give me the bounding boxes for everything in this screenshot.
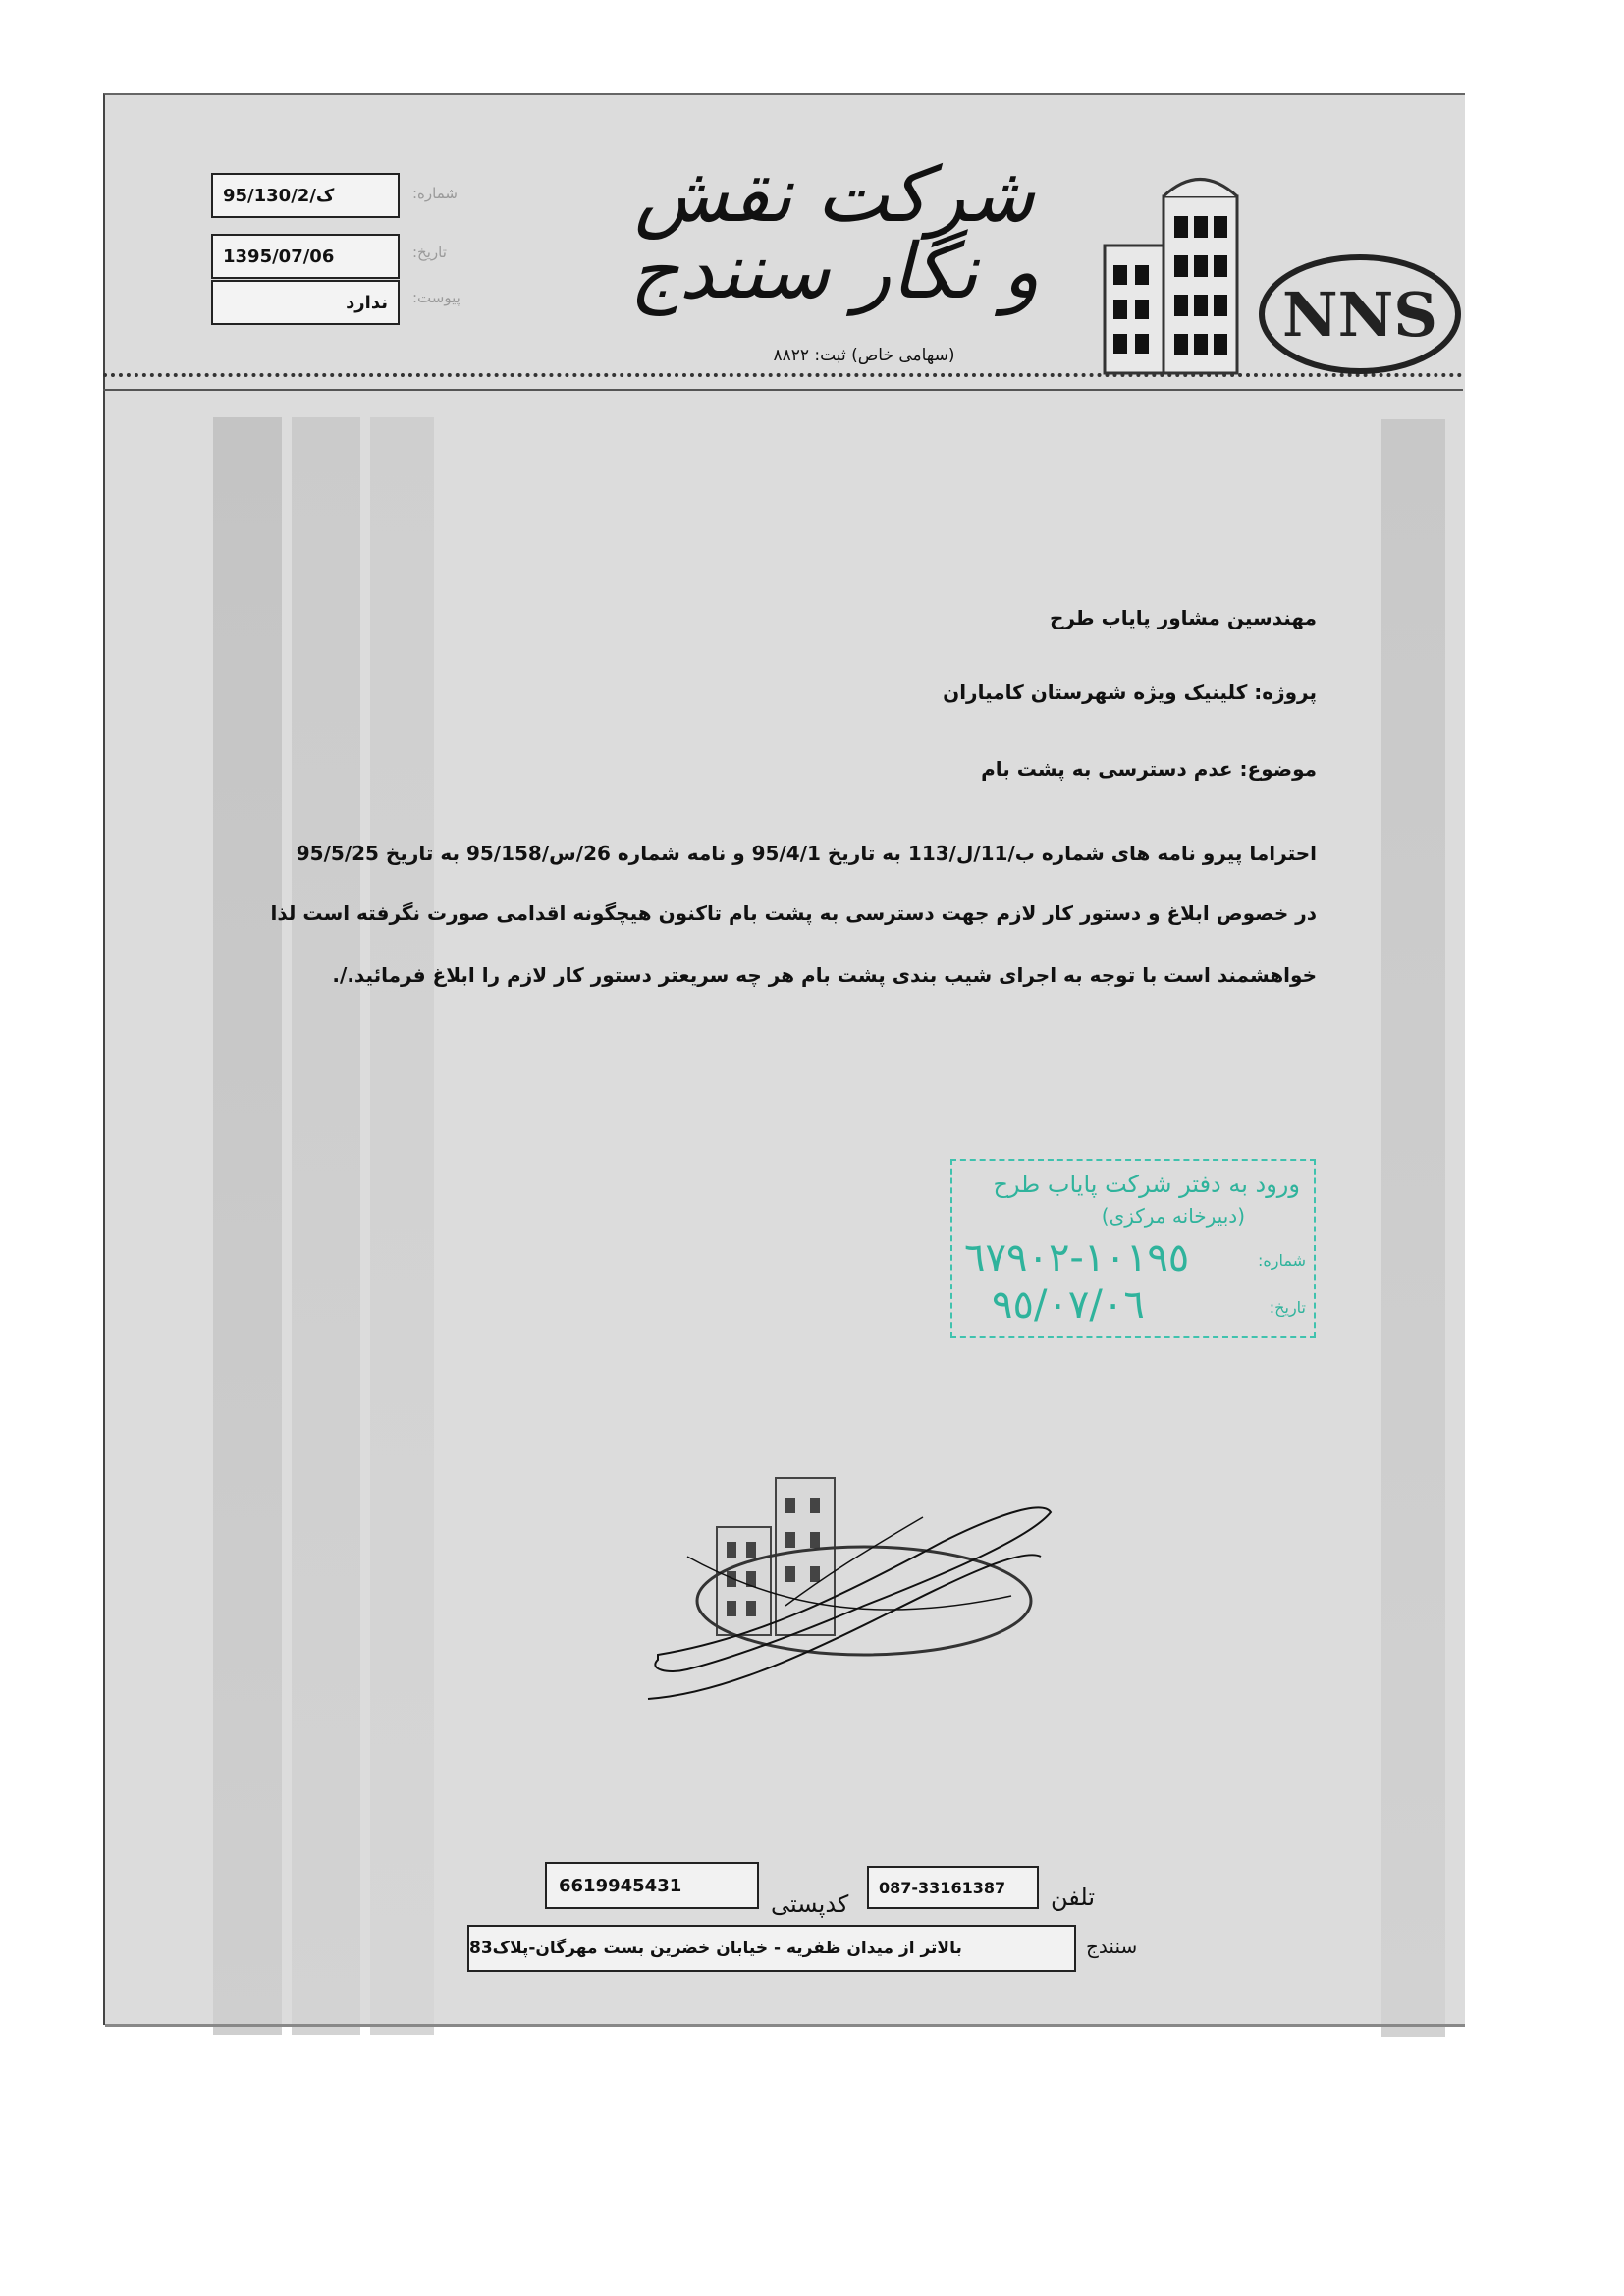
body-line: در خصوص ابلاغ و دستور کار لازم جهت دسترسی به پشت بام تاکنون هیچگونه اقدامی صورت نگرفته است لذا [270, 902, 1317, 925]
subject-line: موضوع: عدم دسترسی به پشت بام [981, 757, 1317, 781]
letter-attachment: ندارد [211, 280, 400, 325]
letter-date-label: تاریخ: [412, 244, 447, 261]
letter-attachment-label: پیوست: [412, 289, 460, 306]
address-box [467, 1925, 1076, 1972]
decor-column [292, 417, 360, 2035]
receipt-stamp [950, 1159, 1316, 1338]
stamp-date: ٩٥/٠٧/٠٦ [992, 1283, 1145, 1328]
recipient: مهندسین مشاور پایاب طرح [1049, 606, 1317, 629]
stamp-subtitle: (دبیرخانه مرکزی) [1101, 1204, 1245, 1228]
body-line: احتراما پیرو نامه های شماره ب/11/ل/113 به تاریخ 95/4/1 و نامه شماره 26/س/95/158 به تاریخ 95/5/25 [296, 842, 1317, 865]
stamp-number: ١٠١٩٥-٦٧٩٠٢ [964, 1235, 1190, 1281]
body-line: خواهشمند است با توجه به اجرای شیب بندی پشت بام هر چه سریعتر دستور کار لازم را ابلاغ فرمائید./. [332, 963, 1317, 987]
postal-code-label: کدپستی [771, 1890, 849, 1918]
stamp-number-label: شماره: [1257, 1251, 1306, 1270]
address-text: بالاتر از میدان ظفریه - خیابان خضرین بست مهرگان-پلاک83 [469, 1939, 962, 1958]
letter-date: 1395/07/06 [211, 234, 400, 279]
project-line: پروژه: کلینیک ویژه شهرستان کامیاران [943, 681, 1317, 704]
stamp-title: ورود به دفتر شرکت پایاب طرح [993, 1171, 1300, 1198]
company-name: شرکت نقش و نگار سنندج [629, 151, 1040, 316]
decor-column [370, 417, 434, 2035]
phone-number: 087-33161387 [867, 1866, 1039, 1909]
company-registration: (سهامی خاص) ثبت: ۸۸۲۲ [773, 346, 955, 365]
signature-seal [628, 1458, 1060, 1723]
decor-column [1381, 419, 1445, 2037]
letter-number-label: شماره: [412, 185, 458, 202]
logo-text: NNS [1281, 279, 1438, 351]
phone-label: تلفن [1051, 1884, 1096, 1911]
stamp-date-label: تاریخ: [1269, 1298, 1306, 1317]
decor-column [213, 417, 282, 2035]
postal-code: 6619945431 [545, 1862, 759, 1909]
city-label: سنندج [1086, 1935, 1138, 1958]
company-logo [1090, 157, 1463, 383]
letter-number: 95/130/ک/2 [211, 173, 400, 218]
